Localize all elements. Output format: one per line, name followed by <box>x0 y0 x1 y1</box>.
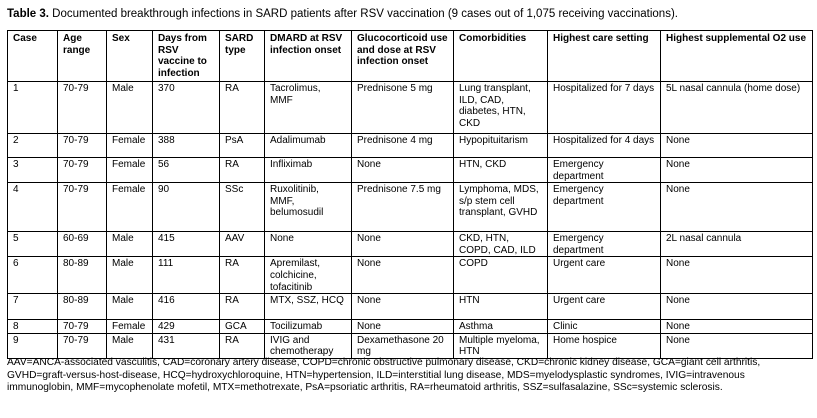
cell-case: 5 <box>8 232 58 257</box>
cell-sex: Male <box>107 257 153 294</box>
cell-dmard: Infliximab <box>265 158 352 183</box>
cell-sard-type: RA <box>220 257 265 294</box>
cell-age-range: 80-89 <box>58 294 107 320</box>
cell-age-range: 60-69 <box>58 232 107 257</box>
caption-text: Documented breakthrough infections in SARD patients after RSV vaccination (9 cases out of 1,075 receiving vaccinations). <box>48 8 678 20</box>
cell-sard-type: RA <box>220 294 265 320</box>
cell-sex: Male <box>107 82 153 134</box>
cell-sex: Male <box>107 294 153 320</box>
cell-age-range: 70-79 <box>58 183 107 232</box>
cell-care-setting: Home hospice <box>548 333 661 358</box>
breakthrough-infections-table <box>7 30 813 359</box>
header-care-setting: Highest care setting <box>548 31 661 82</box>
cell-age-range: 70-79 <box>58 320 107 334</box>
cell-glucocorticoid: Prednisone 7.5 mg <box>352 183 454 232</box>
cell-o2-use: None <box>661 158 813 183</box>
cell-o2-use: None <box>661 183 813 232</box>
header-comorbidities: Comorbidities <box>454 31 548 82</box>
cell-o2-use: None <box>661 333 813 358</box>
table-caption <box>7 7 812 21</box>
cell-case: 8 <box>8 320 58 334</box>
cell-care-setting: Hospitalized for 7 days <box>548 82 661 134</box>
cell-case: 7 <box>8 294 58 320</box>
cell-care-setting: Emergency department <box>548 183 661 232</box>
cell-case: 2 <box>8 134 58 158</box>
cell-comorbidities: Hypopituitarism <box>454 134 548 158</box>
cell-care-setting: Clinic <box>548 320 661 334</box>
cell-sex: Female <box>107 183 153 232</box>
cell-age-range: 70-79 <box>58 333 107 358</box>
cell-days: 415 <box>153 232 220 257</box>
table-row <box>8 82 813 134</box>
cell-comorbidities: Lymphoma, MDS, s/p stem cell transplant, GVHD <box>454 183 548 232</box>
abbreviations-footnote: AAV=ANCA-associated vasculitis, CAD=coronary artery disease, COPD=chronic obstructive pulmonary disease, CKD=chronic kidney disease, GCA=giant cell arthritis, GVHD=graft-versus-host-disease, HCQ=hydroxychloroquine, HTN=hypertension, ILD=interstitial lung disease, MDS=myelodysplastic syndromes, IVIG=intravenous immunoglobin, MMF=mycophenolate mofetil, MTX=methotrexate, PsA=psoriatic arthritis, RA=rheumatoid arthritis, SSZ=sulfasalazine, SSc=systemic sclerosis. <box>7 357 761 394</box>
cell-days: 416 <box>153 294 220 320</box>
cell-age-range: 70-79 <box>58 158 107 183</box>
cell-sex: Female <box>107 158 153 183</box>
cell-sard-type: SSc <box>220 183 265 232</box>
cell-comorbidities: HTN <box>454 294 548 320</box>
table-row <box>8 320 813 334</box>
cell-age-range: 80-89 <box>58 257 107 294</box>
table-row <box>8 333 813 358</box>
table-row <box>8 257 813 294</box>
cell-days: 90 <box>153 183 220 232</box>
cell-sard-type: GCA <box>220 320 265 334</box>
cell-comorbidities: COPD <box>454 257 548 294</box>
cell-days: 431 <box>153 333 220 358</box>
cell-dmard: Apremilast, colchicine, tofacitinib <box>265 257 352 294</box>
cell-case: 9 <box>8 333 58 358</box>
cell-case: 6 <box>8 257 58 294</box>
cell-o2-use: None <box>661 320 813 334</box>
cell-comorbidities: CKD, HTN, COPD, CAD, ILD <box>454 232 548 257</box>
cell-sex: Male <box>107 333 153 358</box>
cell-care-setting: Urgent care <box>548 257 661 294</box>
cell-days: 429 <box>153 320 220 334</box>
cell-dmard: IVIG and chemotherapy <box>265 333 352 358</box>
cell-care-setting: Hospitalized for 4 days <box>548 134 661 158</box>
cell-sard-type: AAV <box>220 232 265 257</box>
header-o2-use: Highest supplemental O2 use <box>661 31 813 82</box>
cell-dmard: Adalimumab <box>265 134 352 158</box>
cell-age-range: 70-79 <box>58 82 107 134</box>
cell-comorbidities: Asthma <box>454 320 548 334</box>
header-age-range: Age range <box>58 31 107 82</box>
cell-glucocorticoid: None <box>352 320 454 334</box>
cell-dmard: Tocilizumab <box>265 320 352 334</box>
cell-comorbidities: Lung transplant, ILD, CAD, diabetes, HTN, CKD <box>454 82 548 134</box>
cell-comorbidities: Multiple myeloma, HTN <box>454 333 548 358</box>
cell-glucocorticoid: None <box>352 294 454 320</box>
cell-care-setting: Emergency department <box>548 232 661 257</box>
table-row <box>8 158 813 183</box>
cell-sard-type: RA <box>220 158 265 183</box>
caption-label: Table 3. <box>7 8 49 20</box>
cell-glucocorticoid: None <box>352 257 454 294</box>
header-glucocorticoid: Glucocorticoid use and dose at RSV infection onset <box>352 31 454 82</box>
cell-case: 1 <box>8 82 58 134</box>
cell-dmard: None <box>265 232 352 257</box>
header-case: Case <box>8 31 58 82</box>
cell-dmard: Tacrolimus, MMF <box>265 82 352 134</box>
cell-care-setting: Emergency department <box>548 158 661 183</box>
cell-dmard: Ruxolitinib, MMF, belumosudil <box>265 183 352 232</box>
cell-days: 56 <box>153 158 220 183</box>
cell-days: 388 <box>153 134 220 158</box>
header-sard-type: SARD type <box>220 31 265 82</box>
header-row <box>8 31 813 82</box>
cell-o2-use: 5L nasal cannula (home dose) <box>661 82 813 134</box>
cell-o2-use: None <box>661 294 813 320</box>
cell-days: 370 <box>153 82 220 134</box>
cell-glucocorticoid: Prednisone 4 mg <box>352 134 454 158</box>
cell-sard-type: RA <box>220 82 265 134</box>
cell-sex: Male <box>107 232 153 257</box>
table-row <box>8 183 813 232</box>
table-row <box>8 294 813 320</box>
table-row <box>8 232 813 257</box>
cell-sard-type: PsA <box>220 134 265 158</box>
cell-o2-use: None <box>661 257 813 294</box>
cell-glucocorticoid: Prednisone 5 mg <box>352 82 454 134</box>
cell-glucocorticoid: Dexamethasone 20 mg <box>352 333 454 358</box>
cell-dmard: MTX, SSZ, HCQ <box>265 294 352 320</box>
cell-o2-use: 2L nasal cannula <box>661 232 813 257</box>
cell-sard-type: RA <box>220 333 265 358</box>
cell-glucocorticoid: None <box>352 232 454 257</box>
cell-days: 111 <box>153 257 220 294</box>
cell-sex: Female <box>107 320 153 334</box>
table-row <box>8 134 813 158</box>
header-sex: Sex <box>107 31 153 82</box>
cell-care-setting: Urgent care <box>548 294 661 320</box>
cell-sex: Female <box>107 134 153 158</box>
cell-glucocorticoid: None <box>352 158 454 183</box>
header-days-from-vaccine: Days from RSV vaccine to infection <box>153 31 220 82</box>
header-dmard: DMARD at RSV infection onset <box>265 31 352 82</box>
cell-age-range: 70-79 <box>58 134 107 158</box>
cell-o2-use: None <box>661 134 813 158</box>
cell-comorbidities: HTN, CKD <box>454 158 548 183</box>
cell-case: 4 <box>8 183 58 232</box>
cell-case: 3 <box>8 158 58 183</box>
